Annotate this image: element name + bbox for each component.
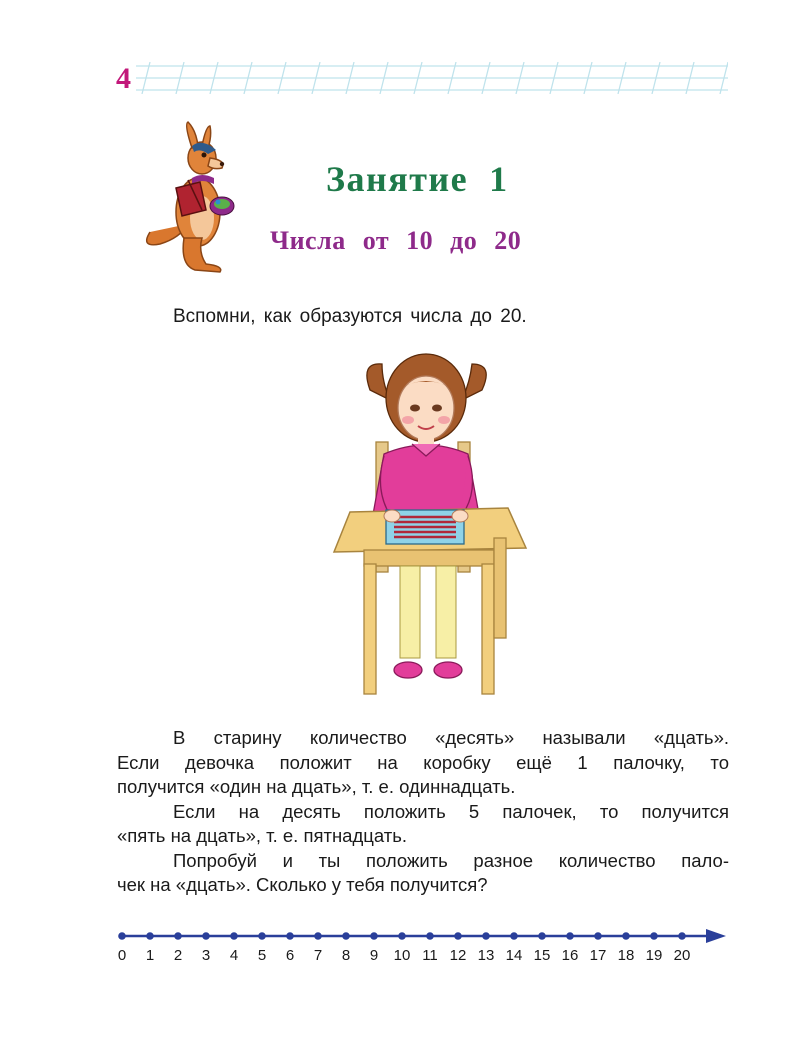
number-line-label: 7 [313,947,323,964]
number-line-label: 14 [505,947,523,964]
number-line-label: 0 [117,947,127,964]
number-line-point [510,932,518,940]
number-line-label: 5 [257,947,267,964]
number-line-label: 4 [229,947,239,964]
number-line-label: 20 [673,947,691,964]
number-line-point [286,932,294,940]
body-text [117,726,729,898]
girl-at-desk-illustration [330,352,530,698]
number-line-label: 13 [477,947,495,964]
number-line-label: 15 [533,947,551,964]
number-line-point [174,932,182,940]
number-line-label: 1 [145,947,155,964]
body-line: Если девочка положит на коробку ещё 1 палочку, то [117,751,729,773]
intro-text: Вспомни, как образуются числа до 20. [173,306,527,327]
number-line-point [454,932,462,940]
number-line-point [594,932,602,940]
number-line-label: 12 [449,947,467,964]
number-line-point [678,932,686,940]
number-line-label: 16 [561,947,579,964]
number-line-label: 2 [173,947,183,964]
number-line-point [398,932,406,940]
ruled-lines [136,62,728,94]
number-line-label: 8 [341,947,351,964]
number-line-point [370,932,378,940]
body-line: В старину количество «десять» называли «дцать». [173,727,729,748]
number-line-point [566,932,574,940]
number-line-point [202,932,210,940]
number-line-label: 17 [589,947,607,964]
number-line-point [258,932,266,940]
number-line-label: 10 [393,947,411,964]
number-line-label: 6 [285,947,295,964]
number-line-label: 9 [369,947,379,964]
number-line-arrow-icon [706,929,726,943]
number-line [108,924,730,968]
number-line-label: 18 [617,947,635,964]
number-line-point [482,932,490,940]
number-line-point [538,932,546,940]
number-line-point [622,932,630,940]
body-line: Попробуй и ты положить разное количество пало- [173,849,729,871]
number-line-point [230,932,238,940]
number-line-label: 11 [422,947,438,964]
body-line: Если на десять положить 5 палочек, то получится [173,800,729,822]
lesson-title: Занятие 1 [326,159,509,199]
number-line-point [146,932,154,940]
kangaroo-mascot-illustration [140,120,250,280]
body-line: чек на «дцать». Сколько у тебя получится? [117,874,488,895]
number-line-point [342,932,350,940]
page-number: 4 [116,62,131,95]
number-line-label: 3 [201,947,211,964]
body-line: получится «один на дцать», т. е. одиннадцать. [117,776,516,797]
lesson-subtitle: Числа от 10 до 20 [270,226,522,255]
number-line-point [426,932,434,940]
body-line: «пять на дцать», т. е. пятнадцать. [117,825,407,846]
number-line-label: 19 [645,947,663,964]
number-line-point [650,932,658,940]
number-line-point [118,932,126,940]
number-line-point [314,932,322,940]
